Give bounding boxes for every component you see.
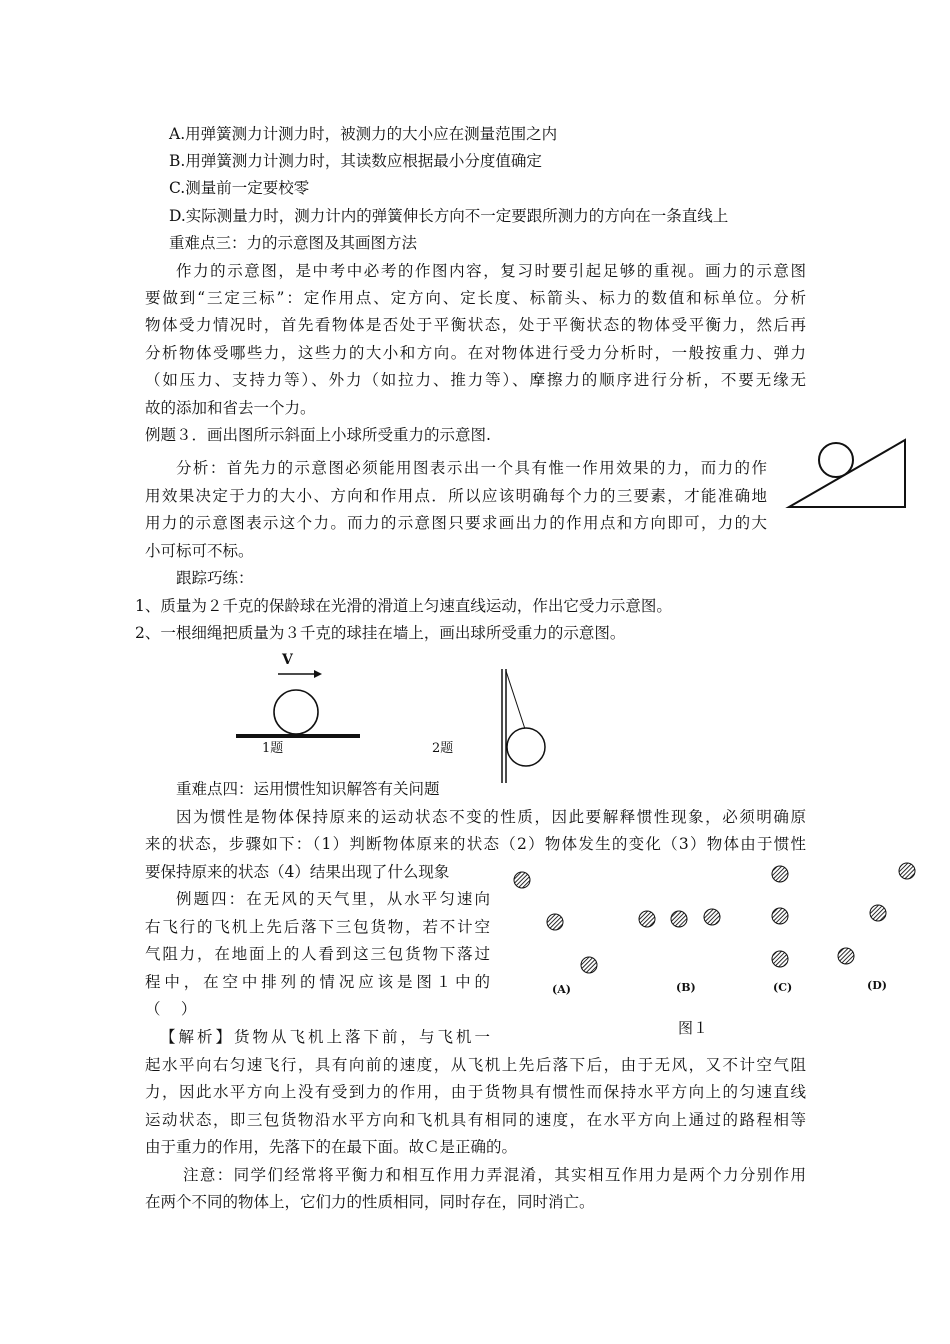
example-4-line: 例题四：在无风的天气里，从水平匀速向 bbox=[176, 890, 490, 908]
option-c-label: (C) bbox=[773, 981, 793, 994]
incline-ball-figure bbox=[785, 436, 909, 512]
practice-question-1: 1、质量为２千克的保龄球在光滑的滑道上匀速直线运动，作出它受力示意图。 bbox=[135, 597, 672, 615]
paragraph-line: 故的添加和省去一个力。 bbox=[145, 399, 316, 417]
solution-line: 起水平向右匀速飞行，具有向前的速度，从飞机上先后落下后，由于无风，又不计空气阻 bbox=[145, 1056, 806, 1074]
option-a-label: (A) bbox=[552, 983, 571, 996]
example-3-title: 例题３．画出图所示斜面上小球所受重力的示意图. bbox=[145, 426, 491, 444]
inertia-line: 因为惯性是物体保持原来的运动状态不变的性质，因此要解释惯性现象，必须明确原 bbox=[176, 808, 806, 826]
inertia-line: 要保持原来的状态（4）结果出现了什么现象 bbox=[145, 863, 450, 881]
section-heading-4: 重难点四：运用惯性知识解答有关问题 bbox=[176, 780, 440, 798]
velocity-label: V bbox=[282, 652, 293, 668]
example-4-line: 气阻力，在地面上的人看到这三包货物下落过 bbox=[145, 945, 490, 963]
practice-heading: 跟踪巧练： bbox=[176, 569, 254, 587]
solution-line: 由于重力的作用，先落下的在最下面。故Ｃ是正确的。 bbox=[145, 1138, 518, 1156]
option-d: D.实际测量力时，测力计内的弹簧伸长方向不一定要跟所测力的方向在一条直线上 bbox=[169, 207, 729, 225]
option-c: C.测量前一定要校零 bbox=[169, 179, 310, 197]
note-line: 注意：同学们经常将平衡力和相互作用力弄混淆，其实相互作用力是两个力分别作用 bbox=[183, 1166, 806, 1184]
option-a: A.用弹簧测力计测力时，被测力的大小应在测量范围之内 bbox=[169, 125, 558, 143]
example-4-line: 右飞行的飞机上先后落下三包货物，若不计空 bbox=[145, 918, 490, 936]
analysis-line: 用力的示意图表示这个力。而力的示意图只要求画出力的作用点和方向即可，力的大 bbox=[145, 514, 767, 532]
paragraph-line: 分析物体受哪些力，这些力的大小和方向。在对物体进行受力分析时，一般按重力、弹力 bbox=[145, 344, 806, 362]
figure-caption: 图１ bbox=[678, 1019, 709, 1037]
solution-line: 力，因此水平方向上没有受到力的作用，由于货物具有惯性而保持水平方向上的匀速直线 bbox=[145, 1083, 806, 1101]
inertia-line: 来的状态，步骤如下：（1）判断物体原来的状态（2）物体发生的变化（3）物体由于惯性 bbox=[145, 835, 806, 853]
figure-1-label: 1题 bbox=[262, 741, 284, 756]
falling-cargo-options-figure bbox=[505, 858, 925, 998]
bowling-ball-figure bbox=[234, 650, 364, 740]
solution-line: 运动状态，即三包货物沿水平方向和飞机具有相同的速度，在水平方向上通过的路程相等 bbox=[145, 1111, 806, 1129]
answer-bracket: （ ） bbox=[145, 1000, 197, 1018]
paragraph-line: （如压力、支持力等）、外力（如拉力、推力等）、摩擦力的顺序进行分析，不要无缘无 bbox=[145, 371, 806, 389]
analysis-line: 小可标可不标。 bbox=[145, 542, 254, 560]
paragraph-line: 物体受力情况时，首先看物体是否处于平衡状态，处于平衡状态的物体受平衡力，然后再 bbox=[145, 316, 806, 334]
option-b: B.用弹簧测力计测力时，其读数应根据最小分度值确定 bbox=[169, 152, 542, 170]
practice-question-2: 2、一根细绳把质量为３千克的球挂在墙上，画出球所受重力的示意图。 bbox=[135, 624, 626, 642]
paragraph-line: 作力的示意图，是中考中必考的作图内容，复习时要引起足够的重视。画力的示意图 bbox=[176, 262, 806, 280]
example-4-line: 程中，在空中排列的情况应该是图１中的 bbox=[145, 973, 490, 991]
option-b-label: (B) bbox=[676, 981, 696, 994]
paragraph-line: 要做到“三定三标”：定作用点、定方向、定长度、标箭头、标力的数值和标单位。分析 bbox=[145, 289, 806, 307]
figure-2-label: 2题 bbox=[432, 741, 454, 756]
wall-ball-figure bbox=[495, 665, 555, 785]
note-line: 在两个不同的物体上，它们力的性质相同，同时存在，同时消亡。 bbox=[145, 1193, 595, 1211]
analysis-line: 用效果决定于力的大小、方向和作用点．所以应该明确每个力的三要素，才能准确地 bbox=[145, 487, 767, 505]
option-d-label: (D) bbox=[867, 979, 887, 992]
solution-line: 【解析】货物从飞机上落下前，与飞机一 bbox=[160, 1028, 490, 1046]
analysis-line: 分析：首先力的示意图必须能用图表示出一个具有惟一作用效果的力，而力的作 bbox=[176, 459, 767, 477]
section-heading-3: 重难点三：力的示意图及其画图方法 bbox=[169, 234, 418, 252]
